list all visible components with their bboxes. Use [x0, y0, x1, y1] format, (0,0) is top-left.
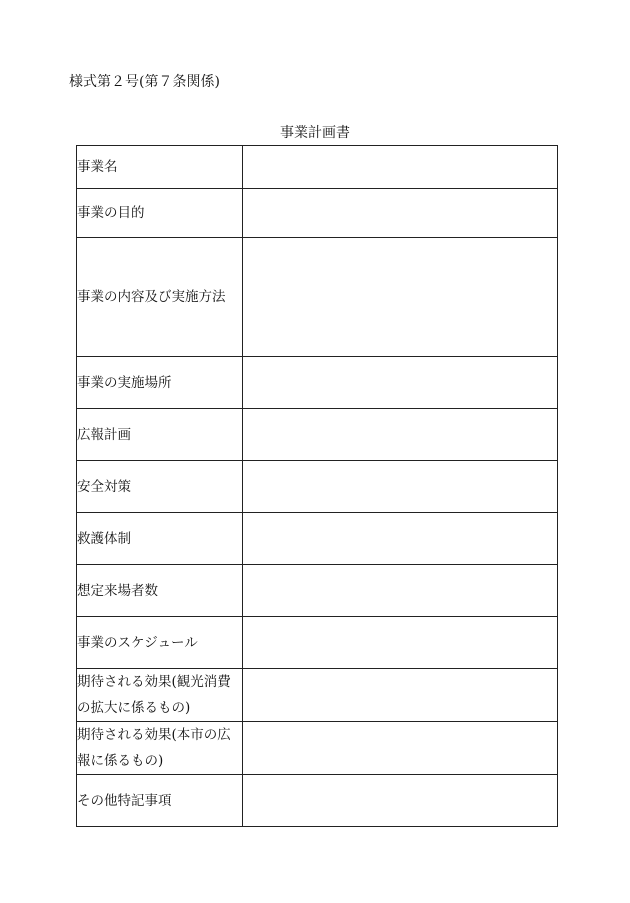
- row-label-line: 報に係るもの): [77, 753, 164, 769]
- table-row: [77, 513, 558, 565]
- table-row: [77, 189, 558, 238]
- row-label: 救護体制: [77, 513, 243, 565]
- row-label: 想定来場者数: [77, 565, 243, 617]
- table-row: [77, 238, 558, 357]
- row-label: 事業名: [77, 146, 243, 189]
- row-label: [77, 669, 243, 722]
- form-number: 様式第２号(第７条関係): [69, 74, 220, 90]
- business-plan-table: [76, 145, 558, 827]
- table-row: [77, 669, 558, 722]
- row-label-line: の拡大に係るもの): [77, 700, 191, 716]
- row-value-field[interactable]: [243, 189, 558, 238]
- row-label: 事業の目的: [77, 189, 243, 238]
- row-value-field[interactable]: [243, 146, 558, 189]
- row-value-field[interactable]: [243, 617, 558, 669]
- row-value-field[interactable]: [243, 669, 558, 722]
- row-value-field[interactable]: [243, 357, 558, 409]
- row-label-line: 期待される効果(本市の広: [77, 727, 231, 743]
- row-label: その他特記事項: [77, 775, 243, 827]
- row-label: 事業のスケジュール: [77, 617, 243, 669]
- table-row: [77, 722, 558, 775]
- row-label: 事業の内容及び実施方法: [77, 238, 243, 357]
- table-row: [77, 565, 558, 617]
- row-label: 事業の実施場所: [77, 357, 243, 409]
- row-label-line: 期待される効果(観光消費: [77, 674, 231, 690]
- table-row: [77, 357, 558, 409]
- row-value-field[interactable]: [243, 513, 558, 565]
- table-row: [77, 146, 558, 189]
- row-value-field[interactable]: [243, 775, 558, 827]
- table-row: [77, 409, 558, 461]
- document-title: 事業計画書: [280, 125, 350, 141]
- row-value-field[interactable]: [243, 722, 558, 775]
- table-row: [77, 775, 558, 827]
- table-row: [77, 617, 558, 669]
- row-value-field[interactable]: [243, 461, 558, 513]
- row-value-field[interactable]: [243, 238, 558, 357]
- row-value-field[interactable]: [243, 565, 558, 617]
- row-label: [77, 722, 243, 775]
- row-label: 広報計画: [77, 409, 243, 461]
- row-label: 安全対策: [77, 461, 243, 513]
- table-row: [77, 461, 558, 513]
- row-value-field[interactable]: [243, 409, 558, 461]
